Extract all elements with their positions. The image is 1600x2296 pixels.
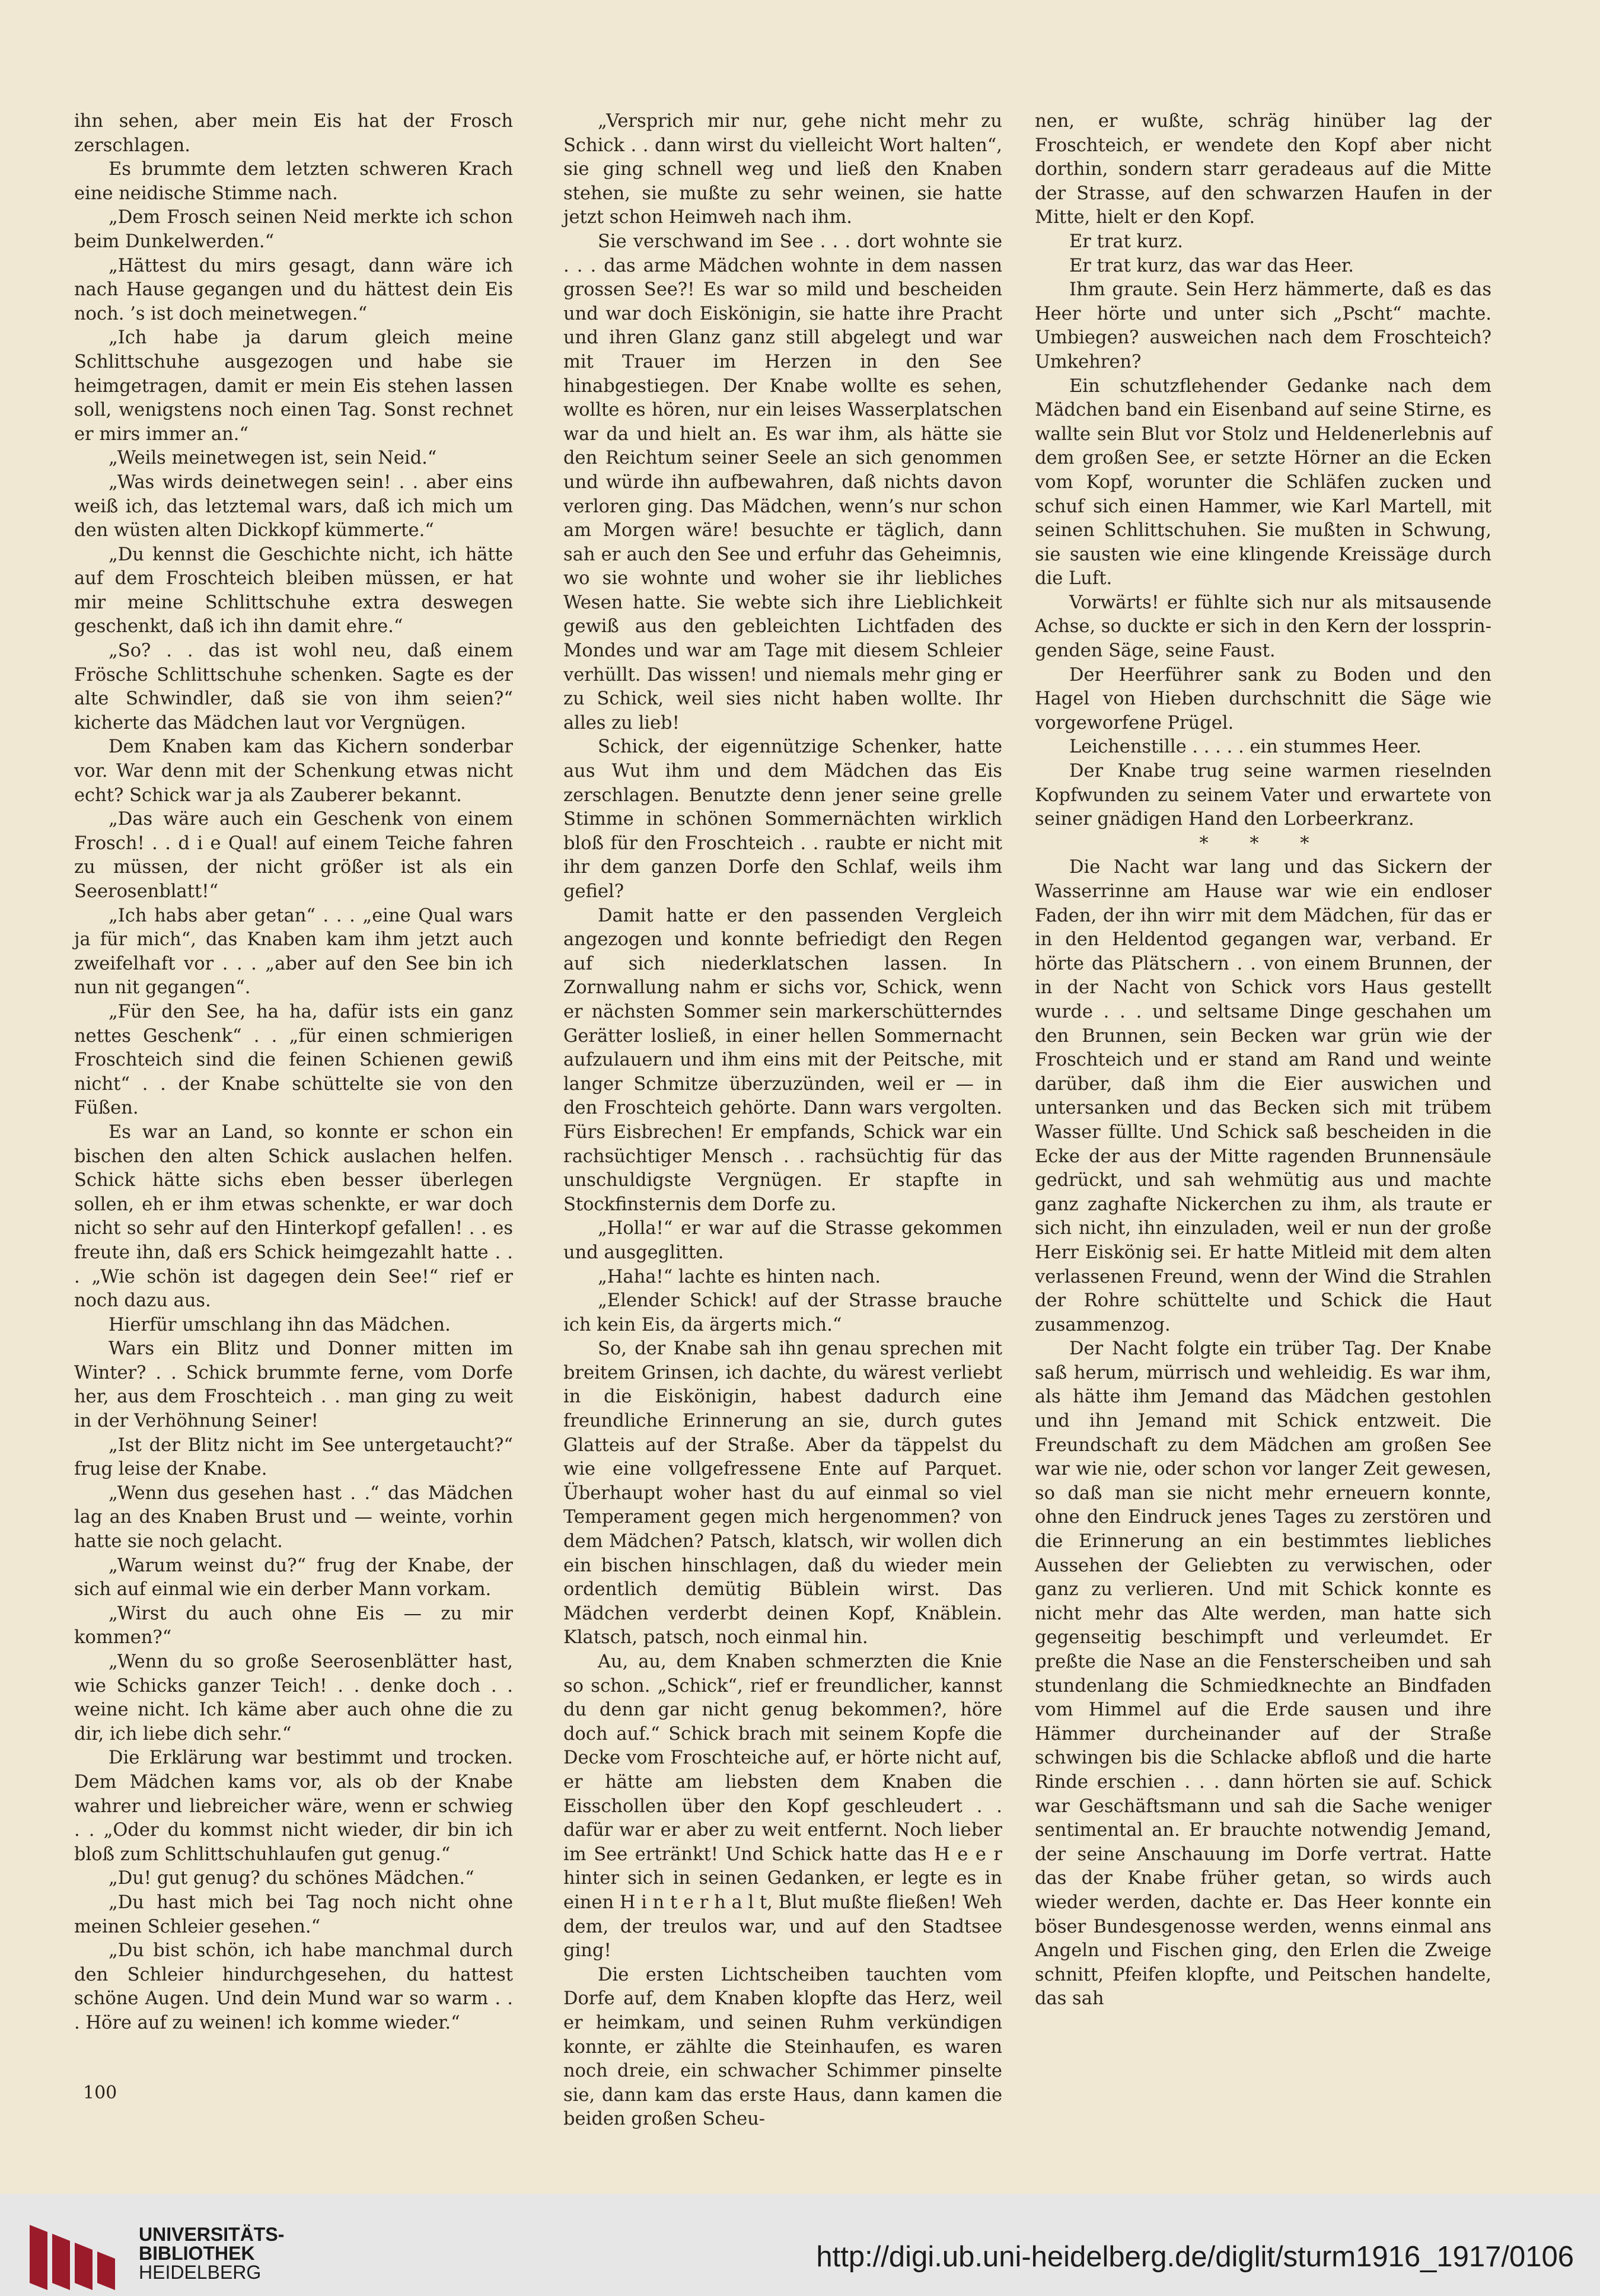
paragraph: „Elender Schick! auf der Strasse brauche ich kein Eis, da ärgerts mich.“ — [563, 1290, 1002, 1335]
text-column-left — [74, 110, 513, 2036]
paragraph: Damit hatte er den passenden Vergleich angezogen und konnte befriedigt den Regen auf sich niederklatschen lassen. In Zornwallung nahm er sichs vor, Schick, wenn er nächsten Sommer sein markerschütterndes Gerätter losließ, in einer hellen Sommernacht aufzulauern und ihm eins mit der Peitsche, mit langer Schmitze überzuzünden, weil er — in den Froschteich gehörte. Dann wars vergolten. Fürs Eisbrechen! Er empfands, Schick war ein rachsüchtiger Mensch . . rachsüchtig für das unschuldigste Vergnügen. Er stapfte in Stockfinsternis dem Dorfe zu. — [563, 905, 1002, 1215]
paragraph: Er trat kurz, das war das Heer. — [1069, 255, 1354, 276]
paragraph: „Ich habs aber getan“ . . . „eine Qual wars ja für mich“, das Knaben kam ihm jetzt auch zweifelhaft vor . . . „aber auf den See bin ich nun nit gegangen“. — [74, 905, 513, 999]
paragraph: Die Nacht war lang und das Sickern der Wasserrinne am Hause war wie ein endloser Faden, der ihn wirr mit dem Mädchen, für das er in den Heldentod gegangen war, verband. Er hörte das Plätschern . . von einem Brunnen, der in der Nacht von Schick vors Haus gestellt wurde . . . und seltsame Dinge geschahen um den Brunnen, sein Becken war grün wie der Froschteich und er stand am Rand und weinte darüber, daß ihm die Eier auswichen und untersanken und das Becken sich mit trübem Wasser füllte. Und Schick saß bescheiden in die Ecke der aus der Mitte ragenden Brunnensäule gedrückt, und sah wehmütig aus und machte ganz zaghafte Nickerchen zu ihm, als traute er sich nicht, ihn einzuladen, weil er nun der große Herr Eiskönig sei. Er hatte Mitleid mit dem alten verlassenen Freund, wenn der Wind die Strahlen der Rohre schüttelte und Schick die Haut zusammenzog. — [1035, 857, 1491, 1335]
paragraph: „Für den See, ha ha, dafür ists ein ganz nettes Geschenk“ . . „für einen schmierigen Froschteich sind die feinen Schienen gewiß nicht“ . . der Knabe schüttelte sie von den Füßen. — [74, 1001, 513, 1119]
paragraph: Es brummte dem letzten schweren Krach eine neidische Stimme nach. — [74, 159, 513, 204]
paragraph: ihn sehen, aber mein Eis hat der Frosch zerschlagen. — [74, 111, 513, 156]
paragraph: „Haha!“ lachte es hinten nach. — [598, 1266, 881, 1287]
paragraph: Dem Knaben kam das Kichern sonderbar vor. War denn mit der Schenkung etwas nicht echt? Schick war ja als Zauberer bekannt. — [74, 736, 513, 806]
paragraph: Wars ein Blitz und Donner mitten im Winter? . . Schick brummte ferne, vom Dorfe her, aus dem Froschteich . . man ging zu weit in der Verhöhnung Seiner! — [74, 1338, 513, 1432]
paragraph: „Dem Frosch seinen Neid merkte ich schon beim Dunkelwerden.“ — [74, 207, 513, 252]
paragraph: „Du bist schön, ich habe manchmal durch den Schleier hindurchgesehen, du hattest schöne Augen. Und dein Mund war so warm . . . Höre auf zu weinen! ich komme wieder.“ — [74, 1940, 513, 2033]
paragraph: „Hättest du mirs gesagt, dann wäre ich nach Hause gegangen und du hättest dein Eis noch. ’s ist doch meinetwegen.“ — [74, 255, 513, 324]
paragraph: nen, er wußte, schräg hinüber lag der Froschteich, er wendete den Kopf aber nicht dorthin, sondern starr geradeaus auf die Mitte der Strasse, auf den schwarzen Haufen in der Mitte, hielt er den Kopf. — [1035, 111, 1491, 228]
paragraph: Au, au, dem Knaben schmerzten die Knie so schon. „Schick“, rief er freundlicher, kannst du denn gar nicht genug bekommen?, höre doch auf.“ Schick brach mit seinem Kopfe die Decke vom Froschteiche auf, er hörte nicht auf, er hätte am liebsten dem Knaben die Eisschollen über den Kopf geschleudert . . dafür war er aber zu weit entfernt. Noch lieber im See ertränkt! Und Schick hatte das H e e r hinter sich in seinen Gedanken, er legte es in einen H i n t e r h a l t, Blut mußte fließen! Weh dem, der treulos war, und auf den Stadtsee ging! — [563, 1651, 1002, 1962]
paragraph: Vorwärts! er fühlte sich nur als mitsausende Achse, so duckte er sich in den Kern der losspringenden Säge, seine Faust. — [1035, 592, 1491, 662]
library-name-line3: HEIDELBERG — [139, 2262, 262, 2283]
section-separator: * * * — [1199, 833, 1327, 854]
paragraph: Die ersten Lichtscheiben tauchten vom Dorfe auf, dem Knaben klopfte das Herz, weil er heimkam, und seinen Ruhm verkündigen konnte, er zählte die Steinhaufen, es waren noch dreie, ein schwacher Schimmer pinselte sie, dann kam das erste Haus, dann kamen die beiden großen Scheu- — [563, 1964, 1002, 2130]
permalink-url[interactable]: http://digi.ub.uni-heidelberg.de/diglit/sturm1916_1917/0106 — [816, 2241, 1574, 2273]
paragraph: „So? . . das ist wohl neu, daß einem Frösche Schlittschuhe schenken. Sagte es der alte Schwindler, daß sie von ihm seien?“ kicherte das Mädchen laut vor Vergnügen. — [74, 640, 513, 734]
paragraph: „Wirst du auch ohne Eis — zu mir kommen?“ — [74, 1603, 513, 1648]
library-name-line2: BIBLIOTHEK — [139, 2243, 255, 2264]
university-library-logo-icon — [24, 2225, 136, 2290]
paragraph: „Du hast mich bei Tag noch nicht ohne meinen Schleier gesehen.“ — [74, 1892, 513, 1937]
text-column-right — [1035, 110, 1491, 2011]
library-name-line1: UNIVERSITÄTS- — [139, 2224, 285, 2245]
paragraph: Der Heerführer sank zu Boden und den Hagel von Hieben durchschnitt die Säge wie vorgeworfene Prügel. — [1035, 664, 1491, 734]
paragraph: „Versprich mir nur, gehe nicht mehr zu Schick . . dann wirst du vielleicht Wort halten“, sie ging schnell weg und ließ den Knaben stehen, sie mußte zu sehr weinen, sie hatte jetzt schon Heimweh nach ihm. — [563, 111, 1002, 228]
paragraph: Der Knabe trug seine warmen rieselnden Kopfwunden zu seinem Vater und erwartete von seiner gnädigen Hand den Lorbeerkranz. — [1035, 761, 1491, 830]
paragraph: Der Nacht folgte ein trüber Tag. Der Knabe saß herum, mürrisch und wehleidig. Es war ihm, als hätte ihm Jemand das Mädchen gestohlen und ihn Jemand mit Schick entzweit. Die Freundschaft zu dem Mädchen am großen See war wie nie, oder schon vor langer Zeit gewesen, so daß man sie nicht mehr erneuern konnte, ohne den Eindruck jenes Tages zu zerstören und die Erinnerung an ein bestimmtes liebliches Aussehen der Geliebten zu verwischen, oder ganz zu verlieren. Und mit Schick konnte es nicht mehr das Alte werden, man hatte sich gegenseitig beschimpft und verleumdet. Er preßte die Nase an die Fensterscheiben und sah stundenlang die Schmiedknechte an Bindfaden vom Himmel auf die Erde sausen und ihre Hämmer durcheinander auf der Straße schwingen bis die Schlacke abfloß und die harte Rinde erschien . . . dann hörten sie auf. Schick war Geschäftsmann und sah die Sache weniger sentimental an. Er brauchte notwendig Jemand, der seine Anschauung im Dorfe vertrat. Hatte das der Knabe früher getan, so wirds auch wieder werden, dachte er. Das Heer konnte ein böser Bundesgenosse werden, wenns einmal ans Angeln und Fischen ging, den Erlen die Zweige schnitt, Pfeifen klopfte, und Peitschen handelte, das sah — [1035, 1338, 1491, 2010]
paragraph: „Ich habe ja darum gleich meine Schlittschuhe ausgezogen und habe sie heimgetragen, damit er mein Eis stehen lassen soll, wenigstens noch einen Tag. Sonst rechnet er mirs immer an.“ — [74, 327, 513, 445]
paragraph: So, der Knabe sah ihn genau sprechen mit breitem Grinsen, ich dachte, du wärest verliebt in die Eiskönigin, habest dadurch eine freundliche Erinnerung an sie, durch gutes Glatteis auf der Straße. Aber da täppelst du wie eine vollgefressene Ente auf Parquet. Überhaupt woher hast du auf einmal so viel Temperament gegen mich hergenommen? von dem Mädchen? Patsch, klatsch, wir wollen dich ein bischen hinschlagen, daß du wieder mein ordentlich demütig Büblein wirst. Das Mädchen verderbt deinen Kopf, Knäblein. Klatsch, patsch, noch einmal hin. — [563, 1338, 1002, 1648]
paragraph: „Was wirds deinetwegen sein! . . aber eins weiß ich, das letztemal wars, daß ich mich um den wüsten alten Dickkopf kümmerte.“ — [74, 471, 513, 541]
paragraph: „Warum weinst du?“ frug der Knabe, der sich auf einmal wie ein derber Mann vorkam. — [74, 1555, 513, 1600]
paragraph: „Wenn dus gesehen hast . .“ das Mädchen lag an des Knaben Brust und — weinte, vorhin hatte sie noch gelacht. — [74, 1482, 513, 1552]
paragraph: Er trat kurz. — [1069, 231, 1183, 252]
text-column-middle — [563, 110, 1002, 2132]
paragraph: „Du kennst die Geschichte nicht, ich hätte auf dem Froschteich bleiben müssen, er hat mir meine Schlittschuhe extra deswegen geschenkt, daß ich ihn damit ehre.“ — [74, 544, 513, 637]
paragraph: Es war an Land, so konnte er schon ein bischen den alten Schick auslachen helfen. Schick hätte sichs eben besser überlegen sollen, eh er ihm etwas schenkte, er war doch nicht so sehr auf den Hinterkopf gefallen! . . es freute ihn, daß ers Schick heimgezahlt hatte . . . „Wie schön ist dagegen dein See!“ rief er noch dazu aus. — [74, 1121, 513, 1312]
paragraph: Leichenstille . . . . . ein stummes Heer. — [1069, 736, 1421, 758]
paragraph: „Du! gut genug? du schönes Mädchen.“ — [109, 1868, 474, 1889]
paragraph: Hierfür umschlang ihn das Mädchen. — [109, 1314, 451, 1335]
footer-bar — [0, 2194, 1600, 2296]
paragraph: „Weils meinetwegen ist, sein Neid.“ — [109, 448, 437, 469]
paragraph: Schick, der eigennützige Schenker, hatte aus Wut ihm und dem Mädchen das Eis zerschlagen. Benutzte denn jener seine grelle Stimme in schönen Sommernächten wirklich bloß für den Froschteich . . raubte er nicht mit ihr dem ganzen Dorfe den Schlaf, weils ihm gefiel? — [563, 736, 1002, 902]
paragraph: Sie verschwand im See . . . dort wohnte sie . . . das arme Mädchen wohnte in dem nassen grossen See?! Es war so mild und bescheiden und war doch Eiskönigin, sie hatte ihre Pracht und ihren Glanz ganz still abgelegt und war mit Trauer im Herzen in den See hinabgestiegen. Der Knabe wollte es sehen, wollte es hören, nur ein leises Wasserplatschen war da und hielt an. Es war ihm, als hätte sie den Reichtum seiner Seele an sich genommen und würde ihn aufbewahren, daß nichts davon verloren ging. Das Mädchen, wenn’s nur schon am Morgen wäre! besuchte er täglich, dann sah er auch den See und erfuhr das Geheimnis, wo sie wohnte und woher sie ihr liebliches Wesen hatte. Sie webte sich ihre Lieblichkeit gewiß aus den gebleichten Lichtfaden des Mondes und war am Tage mit diesem Schleier verhüllt. Das wissen! und niemals mehr ging er zu Schick, weil sies nicht haben wollte. Ihr alles zu lieb! — [563, 231, 1002, 734]
paragraph: „Holla!“ er war auf die Strasse gekommen und ausgeglitten. — [563, 1218, 1002, 1263]
paragraph: „Das wäre auch ein Geschenk von einem Frosch! . . d i e Qual! auf einem Teiche fahren zu müssen, der nicht größer ist als ein Seerosenblatt!“ — [74, 809, 513, 902]
page-number: 100 — [83, 2083, 117, 2103]
paragraph: „Wenn du so große Seerosenblätter hast, wie Schicks ganzer Teich! . . denke doch . . weine nicht. Ich käme aber auch ohne die zu dir, ich liebe dich sehr.“ — [74, 1651, 513, 1745]
library-name — [139, 2225, 284, 2282]
paragraph: Ein schutzflehender Gedanke nach dem Mädchen band ein Eisenband auf seine Stirne, es wallte sein Blut vor Stolz und Heldenerlebnis auf dem großen See, er setzte Hörner an die Ecken vom Kopf, worunter die Schläfen zucken und schuf sich einen Hammer, wie Karl Martell, mit seinen Schlittschuhen. Sie mußten in Schwung, sie sausten wie eine klingende Kreissäge durch die Luft. — [1035, 375, 1491, 589]
paragraph: Die Erklärung war bestimmt und trocken. Dem Mädchen kams vor, als ob der Knabe wahrer und liebreicher wäre, wenn er schwieg . . „Oder du kommst nicht wieder, dir bin ich bloß zum Schlittschuhlaufen gut genug.“ — [74, 1747, 513, 1865]
paragraph: „Ist der Blitz nicht im See untergetaucht?“ frug leise der Knabe. — [74, 1434, 513, 1480]
paragraph: Ihm graute. Sein Herz hämmerte, daß es das Heer hörte und unter sich „Pscht“ machte. Umbiegen? ausweichen nach dem Froschteich? Umkehren? — [1035, 279, 1491, 372]
